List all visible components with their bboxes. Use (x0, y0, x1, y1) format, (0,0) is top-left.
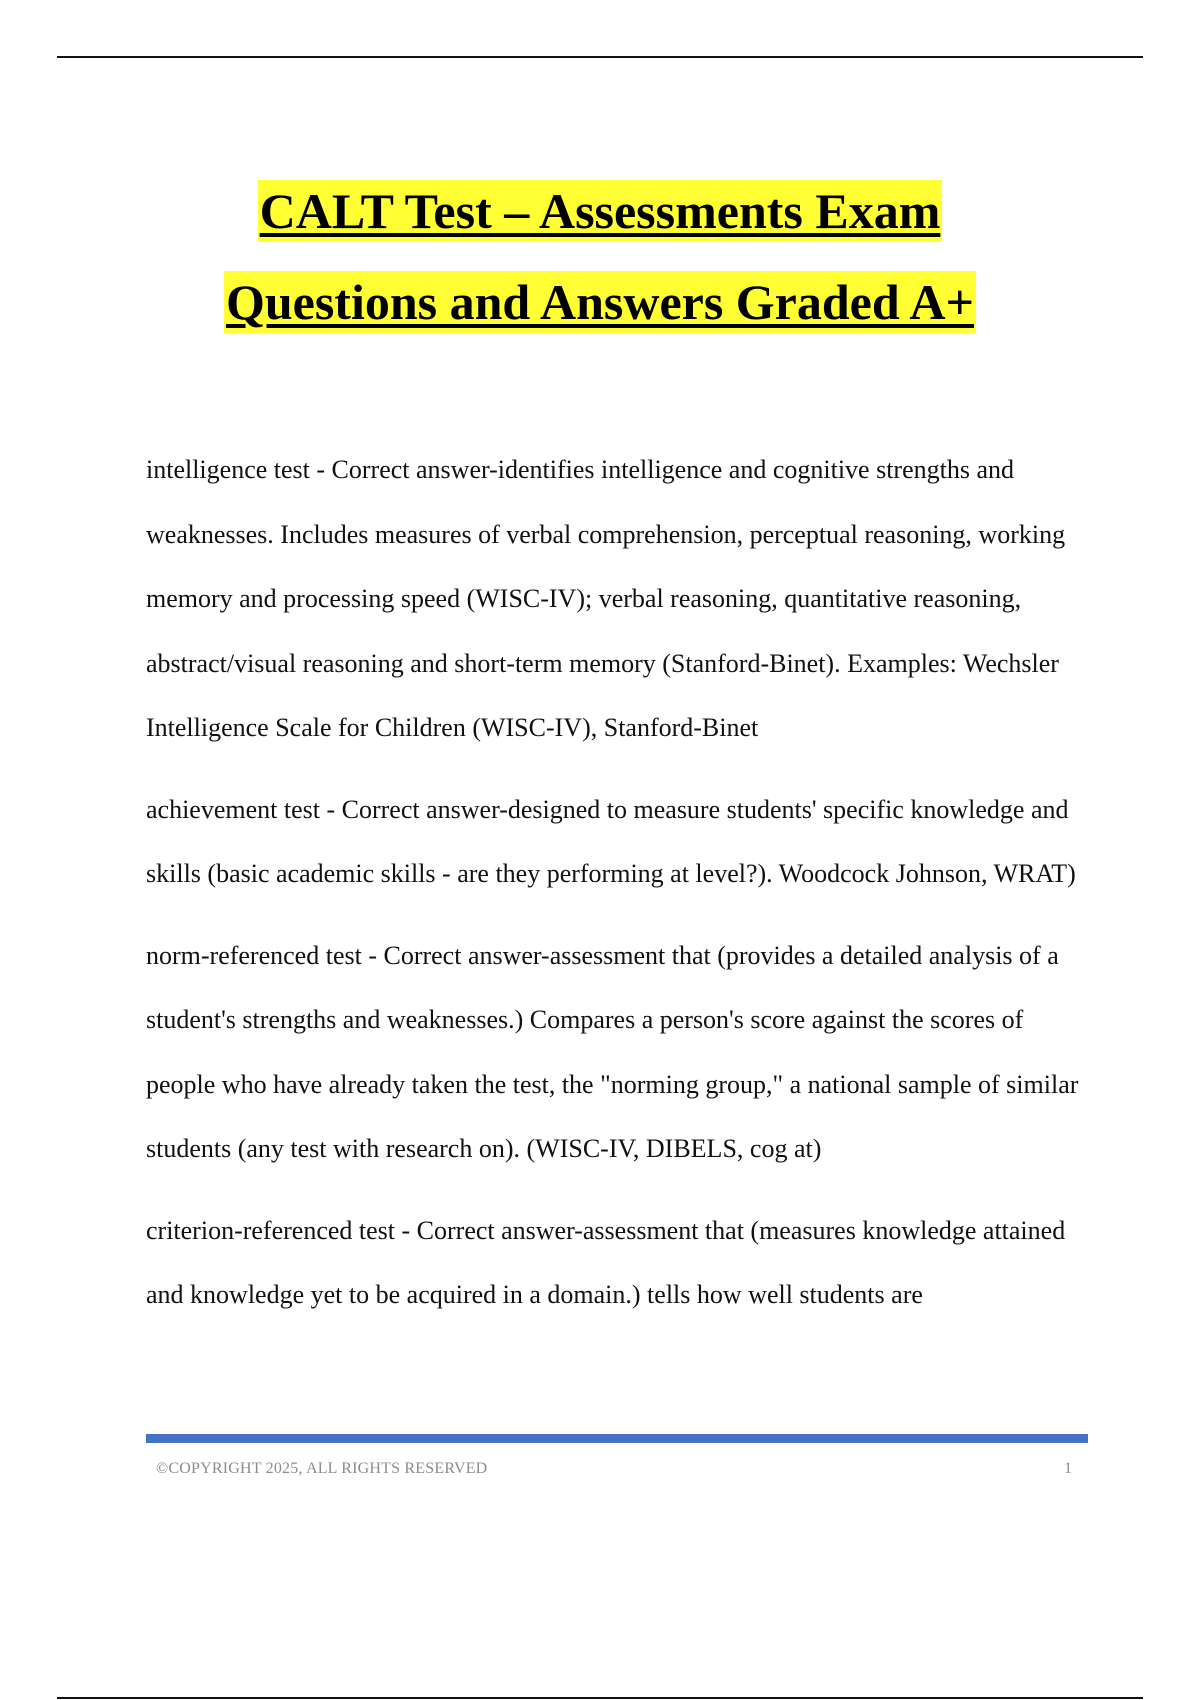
entry-norm-referenced-test: norm-referenced test - Correct answer-assessment that (provides a detailed analysis of a student's strengths and weaknesses.) Compares a person's score against the scores of people who have already taken the test, the "norming group," a national sample of similar students (any test with research on). (WISC-IV, DIBELS, cog at) (146, 940, 1079, 1163)
page-number: 1 (1064, 1460, 1072, 1477)
top-rule (57, 56, 1143, 58)
title-line-1: CALT Test – Assessments Exam (258, 180, 943, 242)
bottom-rule (57, 1697, 1143, 1699)
document-body (146, 438, 1096, 1345)
document-title (0, 180, 1200, 362)
footer-copyright: ©COPYRIGHT 2025, ALL RIGHTS RESERVED (156, 1460, 488, 1477)
entry-criterion-referenced-test: criterion-referenced test - Correct answer-assessment that (measures knowledge attained and knowledge yet to be acquired in a domain.) tells how well students are (146, 1215, 1066, 1309)
footer-bar (146, 1434, 1088, 1443)
title-line-2: Questions and Answers Graded A+ (224, 271, 976, 333)
entry-achievement-test: achievement test - Correct answer-designed to measure students' specific knowledge and skills (basic academic skills - are they performing at level?). Woodcock Johnson, WRAT) (146, 794, 1076, 888)
entry-intelligence-test: intelligence test - Correct answer-identifies intelligence and cognitive strengths and weaknesses. Includes measures of verbal comprehension, perceptual reasoning, working memory and processing speed (WISC-IV); verbal reasoning, quantitative reasoning, abstract/visual reasoning and short-term memory (Stanford-Binet). Examples: Wechsler Intelligence Scale for Children (WISC-IV), Stanford-Binet (146, 455, 1066, 742)
